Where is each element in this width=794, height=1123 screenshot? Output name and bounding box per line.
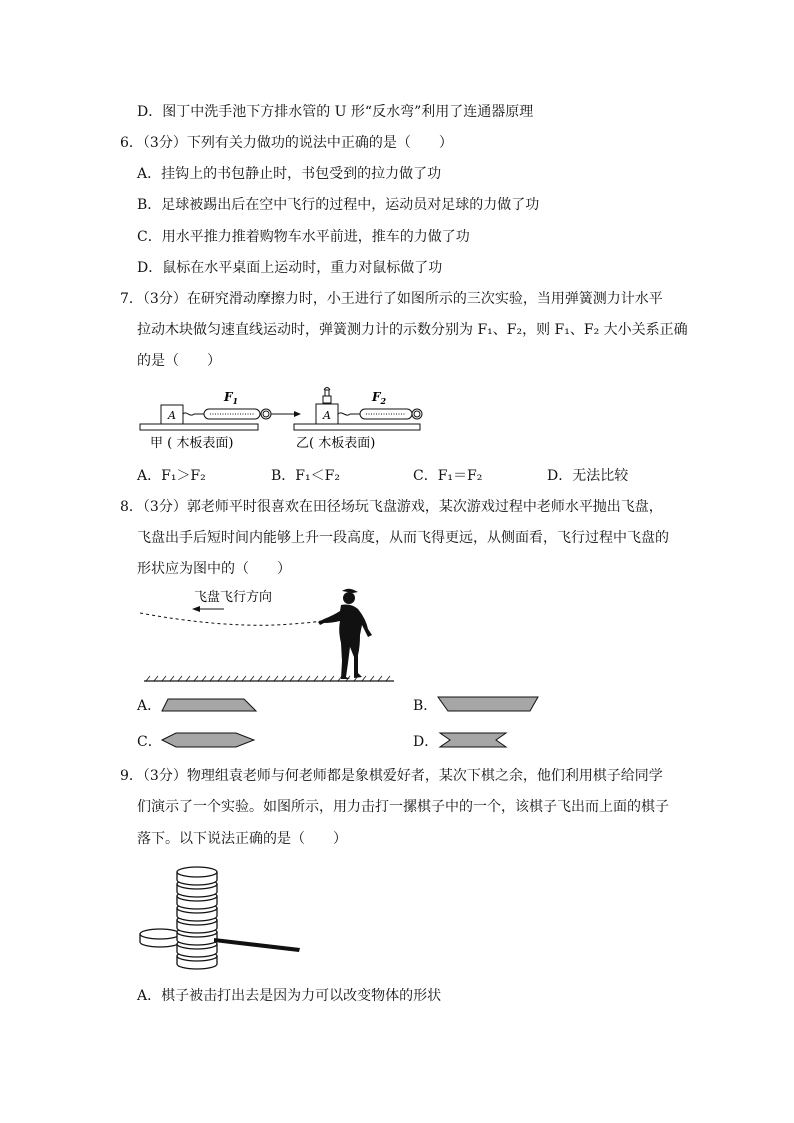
- q8-option-a: A．: [137, 698, 162, 714]
- ground-hatch: [146, 676, 390, 681]
- q6-option-b: B．足球被踢出后在空中飞行的过程中，运动员对足球的力做了功: [137, 197, 540, 213]
- q8-option-c: C．: [137, 734, 162, 750]
- fig-label-jia: 甲 ( 木板表面): [150, 436, 234, 451]
- q8-stem-line1: 8．（3分）郭老师平时很喜欢在田径场玩飞盘游戏，某次游戏过程中老师水平抛出飞盘，: [120, 499, 663, 515]
- q7-option-a: A．F₁＞F₂: [137, 468, 206, 484]
- block-a-label: A: [168, 409, 176, 422]
- q8-option-a-shape[interactable]: [160, 697, 260, 713]
- q9-stem-line3: 落下。以下说法正确的是（ ）: [137, 831, 347, 847]
- q8-option-c-shape[interactable]: [160, 731, 256, 749]
- chess-piece-stack: [140, 867, 217, 969]
- q8-option-d: D．: [413, 734, 439, 750]
- thrower-silhouette: [318, 589, 372, 679]
- svg-text:A: A: [323, 409, 331, 422]
- q9-option-a: A．棋子被击打出去是因为力可以改变物体的形状: [137, 988, 442, 1004]
- q7-option-b: B．F₁＜F₂: [271, 468, 340, 484]
- q9-stem-line2: 们演示了一个实验。如图所示，用力击打一摞棋子中的一个，该棋子飞出而上面的棋子: [137, 799, 669, 815]
- friction-experiment-figure: [136, 380, 426, 460]
- spring-scale-left: [204, 409, 260, 419]
- q6-option-a: A．挂钩上的书包静止时，书包受到的拉力做了功: [137, 166, 442, 182]
- frisbee-throw-figure: [136, 585, 396, 685]
- q5-option-d: D．图丁中洗手池下方排水管的 U 形“反水弯”利用了连通器原理: [137, 104, 534, 120]
- q7-stem-line3: 的是（ ）: [137, 353, 221, 369]
- q7-option-c: C．F₁＝F₂: [413, 468, 483, 484]
- fig-label-yi: 乙( 木板表面): [296, 436, 376, 451]
- left-arrow-icon: [192, 606, 200, 612]
- q8-option-d-shape[interactable]: [438, 731, 510, 749]
- q8-stem-line3: 形状应为图中的（ ）: [137, 561, 291, 577]
- q8-option-b-shape[interactable]: [436, 695, 540, 713]
- q6-option-d: D．鼠标在水平桌面上运动时，重力对鼠标做了功: [137, 260, 443, 276]
- chess-stack-figure: [136, 856, 306, 976]
- q7-stem-line1: 7．（3分）在研究滑动摩擦力时，小王进行了如图所示的三次实验，当用弹簧测力计水平: [120, 291, 663, 307]
- q6-stem: 6．（3分）下列有关力做功的说法中正确的是（ ）: [120, 135, 453, 151]
- force-f1-label: $F_1$: [224, 390, 239, 406]
- q9-stem-line1: 9．（3分）物理组袁老师与何老师都是象棋爱好者，某次下棋之余，他们利用棋子给同学: [120, 768, 663, 784]
- q7-option-d: D．无法比较: [547, 468, 629, 484]
- q8-option-b: B．: [413, 698, 438, 714]
- q7-stem-line2: 拉动木块做匀速直线运动时，弹簧测力计的示数分别为 F₁、F₂，则 F₁、F₂ 大小关系正确: [137, 322, 688, 338]
- q6-option-c: C．用水平推力推着购物车水平前进，推车的力做了功: [137, 229, 470, 245]
- frisbee-direction-label: 飞盘飞行方向: [194, 590, 273, 605]
- striking-ruler: [214, 938, 300, 952]
- force-f2-label: $F_2$: [372, 390, 387, 406]
- q8-stem-line2: 飞盘出手后短时间内能够上升一段高度，从而飞得更远，从侧面看，飞行过程中飞盘的: [137, 530, 669, 546]
